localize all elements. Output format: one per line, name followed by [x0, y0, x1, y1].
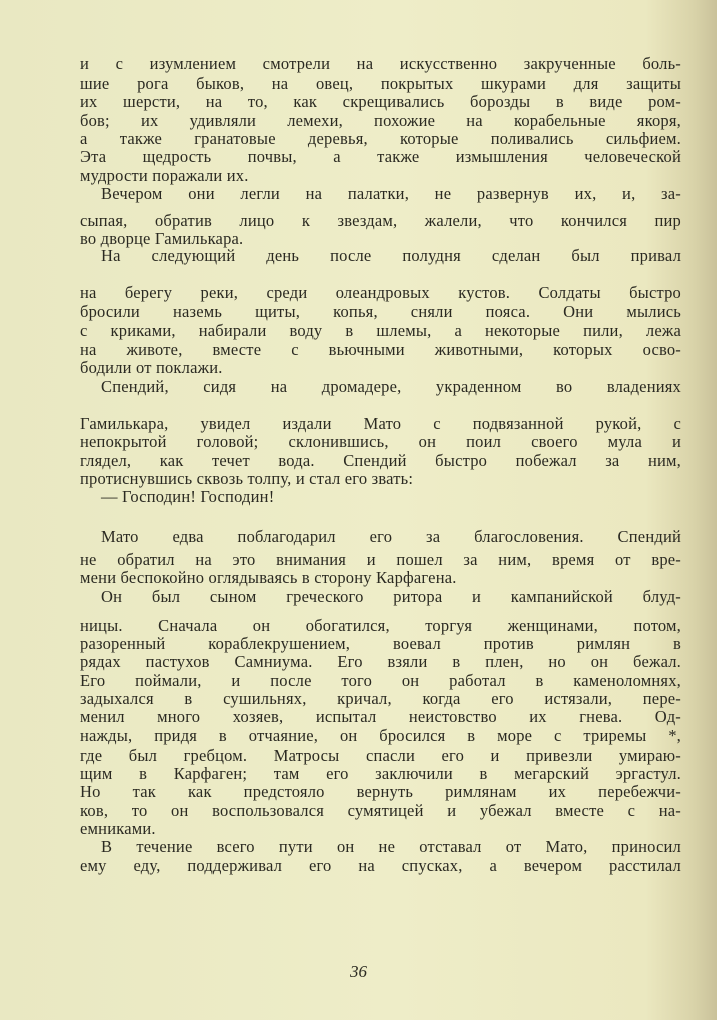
- text-line: емниками.: [80, 819, 156, 838]
- text-line: бросили наземь щиты, копья, сняли пояса. Они мылись: [80, 302, 681, 321]
- text-line: Его поймали, и после того он работал в каменоломнях,: [80, 671, 681, 690]
- text-line: бов; их удивляли лемехи, похожие на корабельные якоря,: [80, 111, 681, 130]
- text-line: на животе, вместе с вьючными животными, которых осво-: [80, 340, 681, 359]
- text-line: сыпая, обратив лицо к звездам, жалели, что кончился пир: [80, 211, 681, 230]
- text-line: мудрости поражали их.: [80, 166, 249, 185]
- text-line: не обратил на это внимания и пошел за ним, время от вре-: [80, 550, 681, 569]
- text-line: Вечером они легли на палатки, не развернув их, и, за-: [101, 184, 681, 203]
- text-line: Спендий, сидя на дромадере, украденном во владениях: [101, 377, 681, 396]
- text-line: разоренный кораблекрушением, воевал против римлян в: [80, 634, 681, 653]
- page-number: 36: [350, 962, 367, 981]
- text-line: рядах пастухов Самниума. Его взяли в плен, но он бежал.: [80, 652, 681, 671]
- text-line: менил много хозяев, испытал неистовство их гнева. Од-: [80, 707, 681, 726]
- text-line: ницы. Сначала он обогатился, торгуя женщинами, потом,: [80, 616, 681, 635]
- text-line: шие рога быков, на овец, покрытых шкурами для защиты: [80, 74, 681, 93]
- text-line: бодили от поклажи.: [80, 358, 223, 377]
- text-line: мени беспокойно оглядываясь в сторону Карфагена.: [80, 568, 457, 587]
- text-line: их шерсти, на то, как скрещивались борозды в виде ром-: [80, 92, 681, 111]
- text-line: Но так как предстояло вернуть римлянам их перебежчи-: [80, 782, 681, 801]
- text-line: На следующий день после полудня сделан был привал: [101, 246, 681, 265]
- text-line: глядел, как течет вода. Спендий быстро побежал за ним,: [80, 451, 681, 470]
- text-line: В течение всего пути он не отставал от Мато, приносил: [101, 837, 681, 856]
- text-line: задыхался в сушильнях, кричал, когда его истязали, пере-: [80, 689, 681, 708]
- text-line: нажды, придя в отчаяние, он бросился в море с триремы *,: [80, 726, 681, 745]
- text-line: и с изумлением смотрели на искусственно закрученные боль-: [80, 54, 681, 73]
- text-line: Он был сыном греческого ритора и кампанийской блуд-: [101, 587, 681, 606]
- text-line: щим в Карфаген; там его заключили в мегарский эргастул.: [80, 764, 681, 783]
- text-line: протиснувшись сквозь толпу, и стал его звать:: [80, 469, 414, 488]
- text-line: с криками, набирали воду в шлемы, а некоторые пили, лежа: [80, 321, 681, 340]
- text-line: Эта щедрость почвы, а также измышления человеческой: [80, 147, 681, 166]
- text-line: а также гранатовые деревья, которые поливались сильфием.: [80, 129, 681, 148]
- text-line: во дворце Гамилькара.: [80, 229, 244, 248]
- text-line: Мато едва поблагодарил его за благословения. Спендий: [101, 527, 681, 546]
- text-line: где был гребцом. Матросы спасли его и привезли умираю-: [80, 746, 681, 765]
- text-line: Гамилькара, увидел издали Мато с подвязанной рукой, с: [80, 414, 681, 433]
- text-line: ков, то он воспользовался сумятицей и убежал вместе с на-: [80, 801, 681, 820]
- text-line: ему еду, поддерживал его на спусках, а вечером расстилал: [80, 856, 681, 875]
- text-line: на берегу реки, среди олеандровых кустов. Солдаты быстро: [80, 283, 681, 302]
- text-line: — Господин! Господин!: [101, 487, 275, 506]
- text-line: непокрытой головой; склонившись, он поил своего мула и: [80, 432, 681, 451]
